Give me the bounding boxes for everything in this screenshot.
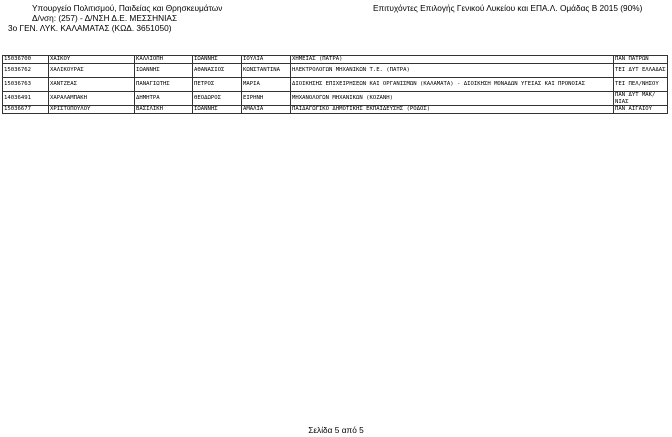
candidate-code-cell: 15036763 — [3, 78, 49, 92]
institution-cell: ΠΑΝ ΑΙΓΑΙΟΥ — [614, 106, 668, 114]
mother-name-cell: ΙΟΥΛΙΑ — [242, 56, 291, 64]
mother-name-cell: ΚΩΝΣΤΑΝΤΙΝΑ — [242, 64, 291, 78]
table-row — [3, 64, 668, 78]
first-name-cell: ΒΑΣΙΛΙΚΗ — [135, 106, 193, 114]
first-name-cell: ΠΑΝΑΓΙΩΤΗΣ — [135, 78, 193, 92]
first-name-cell: ΙΩΑΝΝΗΣ — [135, 64, 193, 78]
surname-cell: ΧΑΛΙΚΟΥΡΑΣ — [49, 64, 135, 78]
institution-cell: ΠΑΝ ΔΥΤ ΜΑΚ/ΝΙΑΣ — [614, 92, 668, 106]
institution-cell: ΤΕΙ ΠΕΛ/ΝΗΣΟΥ — [614, 78, 668, 92]
candidate-code-cell: 15036677 — [3, 106, 49, 114]
father-name-cell: ΑΘΑΝΑΣΙΟΣ — [193, 64, 242, 78]
surname-cell: ΧΑΪΚΟΥ — [49, 56, 135, 64]
results-table-body — [3, 56, 668, 114]
department-cell: ΗΛΕΚΤΡΟΛΟΓΩΝ ΜΗΧΑΝΙΚΩΝ Τ.Ε. (ΠΑΤΡΑ) — [291, 64, 614, 78]
candidate-code-cell: 14036491 — [3, 92, 49, 106]
results-table — [2, 55, 668, 114]
candidate-code-cell: 15036762 — [3, 64, 49, 78]
father-name-cell: ΘΕΟΔΩΡΟΣ — [193, 92, 242, 106]
mother-name-cell: ΕΙΡΗΝΗ — [242, 92, 291, 106]
department-cell: ΔΙΟΙΚΗΣΗΣ ΕΠΙΧΕΙΡΗΣΕΩΝ ΚΑΙ ΟΡΓΑΝΙΣΜΩΝ (ΚΑΛΑΜΑΤΑ) - ΔΙΟΙΚΗΣΗ ΜΟΝΑΔΩΝ ΥΓΕΙΑΣ ΚΑΙ ΠΡΟΝΟΙΑΣ — [291, 78, 614, 92]
mother-name-cell: ΑΜΑΛΙΑ — [242, 106, 291, 114]
candidate-code-cell: 15036700 — [3, 56, 49, 64]
surname-cell: ΧΑΡΑΛΑΜΠΑΚΗ — [49, 92, 135, 106]
ministry-name: Υπουργείο Πολιτισμού, Παιδείας και Θρησκευμάτων — [32, 3, 223, 13]
first-name-cell: ΚΑΛΛΙΟΠΗ — [135, 56, 193, 64]
department-cell: ΠΑΙΔΑΓΩΓΙΚΟ ΔΗΜΟΤΙΚΗΣ ΕΚΠΑΙΔΕΥΣΗΣ (ΡΟΔΟΣ) — [291, 106, 614, 114]
department-cell: ΜΗΧΑΝΟΛΟΓΩΝ ΜΗΧΑΝΙΚΩΝ (ΚΟΖΑΝΗ) — [291, 92, 614, 106]
table-row — [3, 92, 668, 106]
institution-cell: ΤΕΙ ΔΥΤ ΕΛΛΑΔΑΣ — [614, 64, 668, 78]
surname-cell: ΧΑΝΤΖΕΑΣ — [49, 78, 135, 92]
father-name-cell: ΙΩΑΝΝΗΣ — [193, 56, 242, 64]
header-left — [4, 3, 222, 33]
mother-name-cell: ΜΑΡΙΑ — [242, 78, 291, 92]
directorate-name: Δ/νση: (257) - Δ/ΝΣΗ Δ.Ε. ΜΕΣΣΗΝΙΑΣ — [32, 13, 178, 23]
father-name-cell: ΠΕΤΡΟΣ — [193, 78, 242, 92]
father-name-cell: ΙΩΑΝΝΗΣ — [193, 106, 242, 114]
surname-cell: ΧΡΙΣΤΟΠΟΥΛΟΥ — [49, 106, 135, 114]
table-row — [3, 106, 668, 114]
page-number: Σελίδα 5 από 5 — [308, 425, 364, 435]
first-name-cell: ΔΗΜΗΤΡΑ — [135, 92, 193, 106]
department-cell: ΧΗΜΕΙΑΣ (ΠΑΤΡΑ) — [291, 56, 614, 64]
table-row — [3, 78, 668, 92]
school-name: 3ο ΓΕΝ. ΛΥΚ. ΚΑΛΑΜΑΤΑΣ (ΚΩΔ. 3651050) — [8, 23, 172, 33]
report-title: Επιτυχόντες Επιλογής Γενικού Λυκείου και ΕΠΑ.Λ. Ομάδας Β 2015 (90%) — [373, 3, 643, 13]
table-row — [3, 56, 668, 64]
institution-cell: ΠΑΝ ΠΑΤΡΩΝ — [614, 56, 668, 64]
